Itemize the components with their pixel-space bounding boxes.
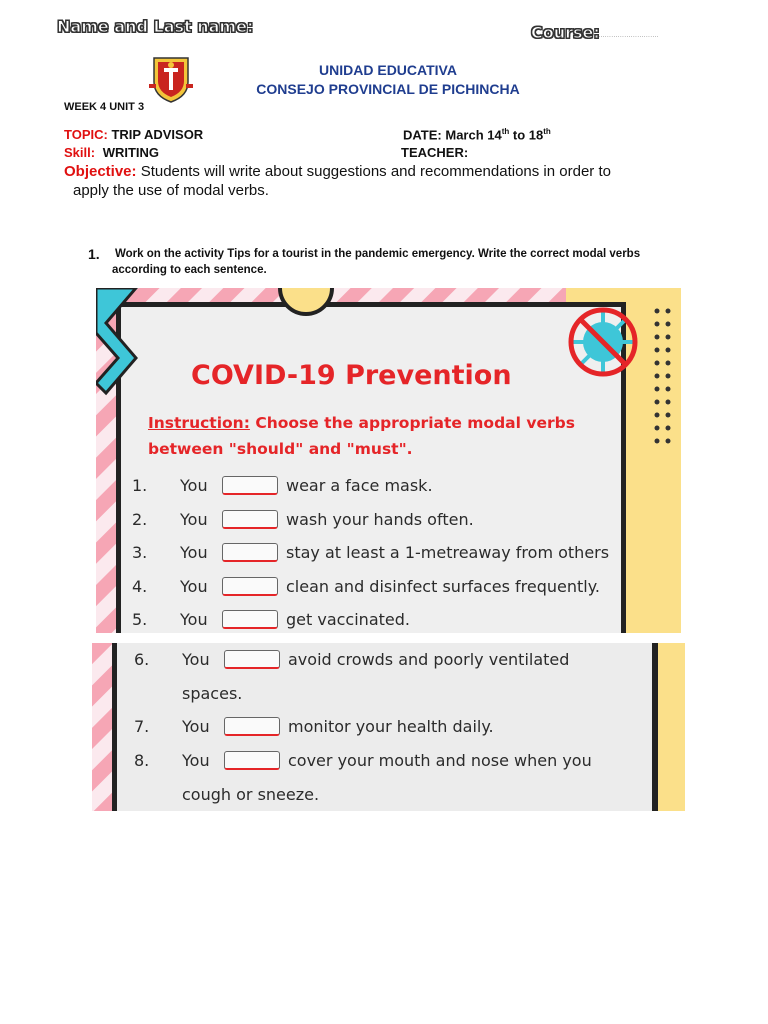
instruction-line1: Choose the appropriate modal verbs — [249, 414, 575, 432]
list-item: 5. You get vaccinated. — [132, 610, 410, 629]
skill-line — [64, 145, 159, 160]
objective-line2: apply the use of modal verbs. — [73, 182, 269, 199]
school-name-line1: UNIDAD EDUCATIVA — [319, 62, 457, 78]
answer-blank-1[interactable] — [222, 476, 278, 495]
topic-line — [64, 127, 203, 142]
yellow-circle-decoration — [276, 288, 336, 318]
school-crest-logo — [146, 54, 196, 104]
answer-blank-2[interactable] — [222, 510, 278, 529]
task-line2: according to each sentence. — [112, 264, 267, 276]
school-name-line2: CONSEJO PROVINCIAL DE PICHINCHA — [256, 81, 520, 97]
worksheet-image-bottom — [92, 643, 685, 811]
objective-label: Objective: — [64, 163, 137, 180]
board-edge-right — [652, 643, 658, 811]
course-dots: .............................. — [594, 33, 660, 39]
list-item-continuation: cough or sneeze. — [182, 785, 320, 804]
list-item: 7. You monitor your health daily. — [134, 717, 494, 736]
board-edge-left — [112, 643, 117, 811]
list-item: 2. You wash your hands often. — [132, 510, 474, 529]
no-virus-icon — [564, 306, 642, 378]
date-prefix: DATE: March 14 — [403, 127, 502, 143]
task-instruction — [112, 246, 732, 278]
name-label: Name and Last name: — [57, 17, 254, 36]
teal-zigzag-decoration — [96, 288, 156, 408]
worksheet-title: COVID-19 Prevention — [191, 360, 512, 391]
answer-blank-4[interactable] — [222, 577, 278, 596]
answer-blank-8[interactable] — [224, 751, 280, 770]
answer-blank-6[interactable] — [224, 650, 280, 669]
skill-value: WRITING — [102, 145, 160, 160]
answer-blank-7[interactable] — [224, 717, 280, 736]
objective — [64, 162, 724, 200]
date-line — [403, 127, 551, 142]
date-sup-1: th — [501, 127, 510, 136]
topic-value: TRIP ADVISOR — [111, 127, 204, 142]
teacher-label: TEACHER: — [401, 145, 469, 160]
list-item: 3. You stay at least a 1-metreaway from others — [132, 543, 610, 562]
dots-decoration — [652, 306, 678, 446]
date-sup-2: th — [543, 127, 551, 136]
week-unit: WEEK 4 UNIT 3 — [64, 101, 145, 113]
task-number: 1. — [88, 246, 100, 262]
worksheet-image-top — [96, 288, 681, 633]
topic-label: TOPIC: — [64, 127, 108, 142]
course-label: Course: — [531, 23, 600, 42]
list-item: 4. You clean and disinfect surfaces frequently. — [132, 577, 600, 596]
task-line1: Work on the activity Tips for a tourist in the pandemic emergency. Write the correct modal verbs — [115, 248, 641, 260]
instruction-label: Instruction: — [148, 414, 250, 432]
answer-blank-5[interactable] — [222, 610, 278, 629]
skill-label: Skill: — [64, 145, 96, 160]
objective-line1: Students will write about suggestions and recommendations in order to — [140, 163, 611, 180]
worksheet-instruction — [148, 410, 575, 462]
list-item: 8. You cover your mouth and nose when you — [134, 751, 592, 770]
list-item: 6. You avoid crowds and poorly ventilated — [134, 650, 570, 669]
list-item-continuation: spaces. — [182, 684, 243, 703]
date-mid: to 18 — [509, 127, 544, 143]
instruction-line2: between "should" and "must". — [148, 440, 413, 458]
answer-blank-3[interactable] — [222, 543, 278, 562]
list-item: 1. You wear a face mask. — [132, 476, 433, 495]
